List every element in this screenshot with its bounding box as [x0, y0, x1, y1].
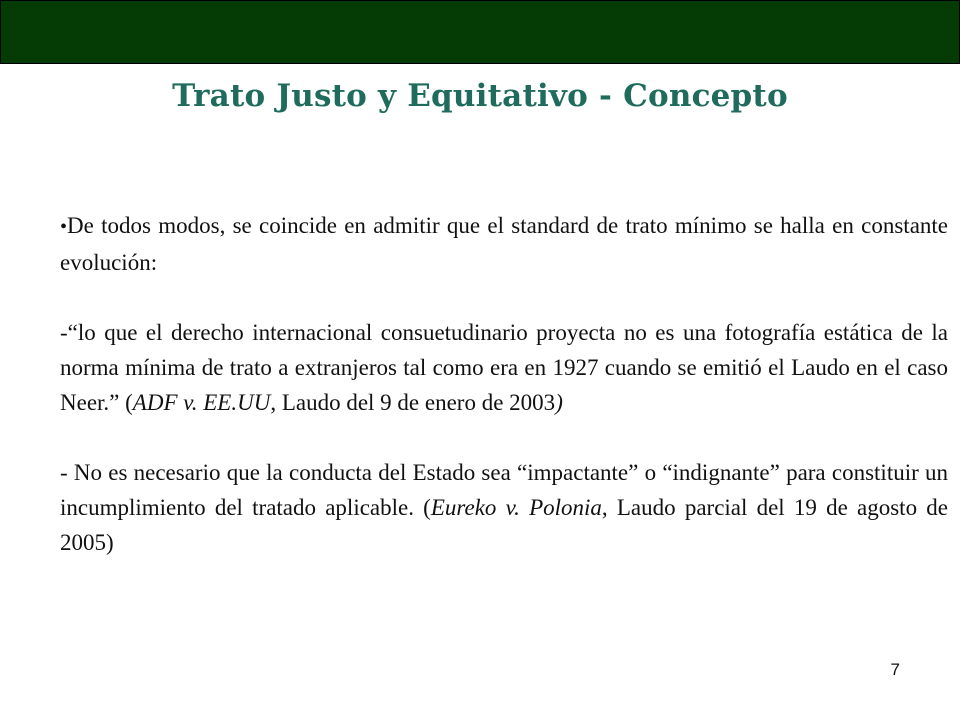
top-banner: [0, 0, 960, 64]
eureko-text: - No es necesario que la conducta del Estado sea “impactante” o “indignante” para constituir un incumplimiento del tratado aplicable. (: [60, 460, 948, 520]
slide-title: Trato Justo y Equitativo - Concepto: [172, 78, 788, 114]
adf-case-name: ADF v. EE.UU: [132, 390, 271, 415]
adf-closing-paren: ): [555, 390, 563, 415]
adf-quote-text: -“lo que el derecho internacional consuetudinario proyecta no es una fotografía estática de la norma mínima de trato a extranjeros tal como era en 1927 cuando se emitió el Laudo en el caso Neer.” (: [60, 320, 948, 415]
bullet-icon: •: [60, 216, 68, 238]
eureko-case-name: Eureko v. Polonia: [430, 495, 602, 520]
slide-body: [60, 208, 948, 560]
paragraph-evolution-text: De todos modos, se coincide en admitir que el standard de trato mínimo se halla en constante evolución:: [60, 213, 948, 275]
adf-citation: , Laudo del 9 de enero de 2003: [270, 390, 556, 415]
page-number: 7: [890, 660, 900, 679]
paragraph-evolution: [60, 208, 948, 280]
eureko-citation: , Laudo parcial del 19 de agosto de 2005): [60, 495, 948, 555]
paragraph-eureko: [60, 455, 948, 560]
paragraph-adf-quote: [60, 315, 948, 420]
